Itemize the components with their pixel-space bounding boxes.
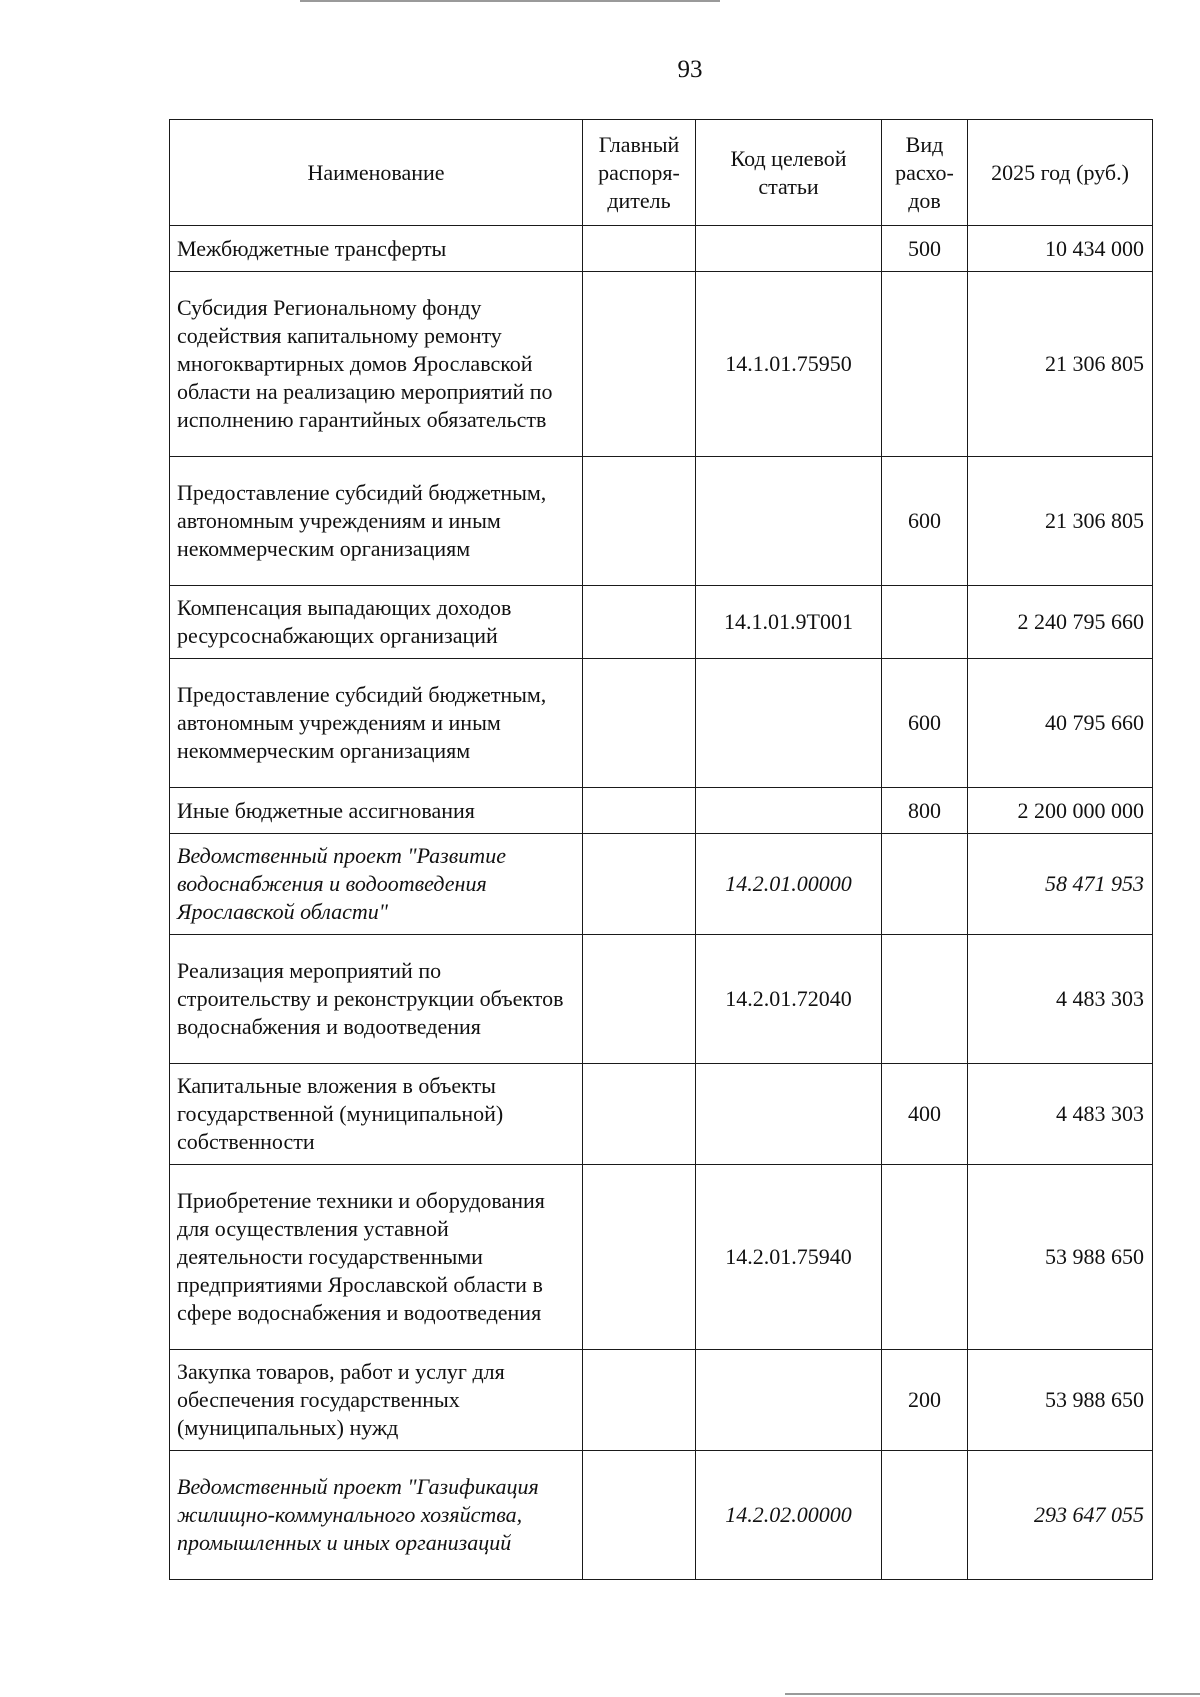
page-number: 93 (677, 56, 703, 83)
cell-amount: 4 483 303 (968, 935, 1153, 1064)
cell-admin (583, 659, 696, 788)
cell-code: 14.1.01.9Т001 (696, 586, 882, 659)
cell-code (696, 659, 882, 788)
cell-admin (583, 1064, 696, 1165)
cell-name: Приобретение техники и оборудования для осуществления уставной деятельности государственными предприятиями Ярославской области в сфере водоснабжения и водоотведения (170, 1165, 583, 1350)
cell-admin (583, 788, 696, 834)
header-admin: Главный распоря-дитель (583, 120, 696, 226)
cell-code: 14.2.01.00000 (696, 834, 882, 935)
cell-kind (882, 1165, 968, 1350)
header-code: Код целевой статьи (696, 120, 882, 226)
table-row (170, 457, 1153, 586)
cell-code: 14.2.01.75940 (696, 1165, 882, 1350)
cell-kind (882, 272, 968, 457)
cell-code (696, 226, 882, 272)
cell-kind: 600 (882, 457, 968, 586)
table-row (170, 1350, 1153, 1451)
cell-name: Субсидия Региональному фонду содействия капитальному ремонту многоквартирных домов Ярославской области на реализацию мероприятий по исполнению гарантийных обязательств (170, 272, 583, 457)
cell-name: Иные бюджетные ассигнования (170, 788, 583, 834)
cell-name: Закупка товаров, работ и услуг для обеспечения государственных (муниципальных) нужд (170, 1350, 583, 1451)
cell-admin (583, 834, 696, 935)
cell-code (696, 1350, 882, 1451)
scan-edge-bottom (785, 1693, 1200, 1695)
cell-kind (882, 1451, 968, 1580)
cell-code (696, 457, 882, 586)
cell-name: Ведомственный проект "Газификация жилищно-коммунального хозяйства, промышленных и иных организаций (170, 1451, 583, 1580)
cell-amount: 21 306 805 (968, 272, 1153, 457)
cell-admin (583, 226, 696, 272)
table-row (170, 272, 1153, 457)
cell-amount: 2 240 795 660 (968, 586, 1153, 659)
cell-kind (882, 834, 968, 935)
header-kind: Вид расхо-дов (882, 120, 968, 226)
cell-name: Предоставление субсидий бюджетным, автономным учреждениям и иным некоммерческим организациям (170, 457, 583, 586)
table-row (170, 1165, 1153, 1350)
table-row (170, 1451, 1153, 1580)
table-row (170, 1064, 1153, 1165)
table-row (170, 935, 1153, 1064)
cell-code: 14.1.01.75950 (696, 272, 882, 457)
header-amount: 2025 год (руб.) (968, 120, 1153, 226)
table-row (170, 834, 1153, 935)
cell-admin (583, 1165, 696, 1350)
cell-code: 14.2.01.72040 (696, 935, 882, 1064)
cell-name: Компенсация выпадающих доходов ресурсоснабжающих организаций (170, 586, 583, 659)
table-row (170, 226, 1153, 272)
cell-amount: 2 200 000 000 (968, 788, 1153, 834)
cell-name: Ведомственный проект "Развитие водоснабжения и водоотведения Ярославской области" (170, 834, 583, 935)
cell-admin (583, 935, 696, 1064)
cell-name: Предоставление субсидий бюджетным, автономным учреждениям и иным некоммерческим организациям (170, 659, 583, 788)
cell-admin (583, 272, 696, 457)
cell-amount: 4 483 303 (968, 1064, 1153, 1165)
table-header-row (170, 120, 1153, 226)
table-row (170, 659, 1153, 788)
cell-name: Межбюджетные трансферты (170, 226, 583, 272)
header-name: Наименование (170, 120, 583, 226)
cell-name: Реализация мероприятий по строительству и реконструкции объектов водоснабжения и водоотведения (170, 935, 583, 1064)
cell-kind: 500 (882, 226, 968, 272)
cell-amount: 21 306 805 (968, 457, 1153, 586)
budget-table (169, 119, 1153, 1580)
cell-amount: 10 434 000 (968, 226, 1153, 272)
cell-code (696, 1064, 882, 1165)
cell-kind: 800 (882, 788, 968, 834)
cell-kind (882, 935, 968, 1064)
scan-edge-top (300, 0, 720, 2)
cell-admin (583, 1350, 696, 1451)
cell-code: 14.2.02.00000 (696, 1451, 882, 1580)
cell-amount: 53 988 650 (968, 1350, 1153, 1451)
cell-admin (583, 586, 696, 659)
table-row (170, 788, 1153, 834)
cell-amount: 58 471 953 (968, 834, 1153, 935)
cell-name: Капитальные вложения в объекты государственной (муниципальной) собственности (170, 1064, 583, 1165)
cell-amount: 293 647 055 (968, 1451, 1153, 1580)
cell-admin (583, 1451, 696, 1580)
cell-admin (583, 457, 696, 586)
cell-kind: 400 (882, 1064, 968, 1165)
cell-kind (882, 586, 968, 659)
table-row (170, 586, 1153, 659)
cell-amount: 40 795 660 (968, 659, 1153, 788)
cell-kind: 200 (882, 1350, 968, 1451)
cell-code (696, 788, 882, 834)
cell-amount: 53 988 650 (968, 1165, 1153, 1350)
cell-kind: 600 (882, 659, 968, 788)
